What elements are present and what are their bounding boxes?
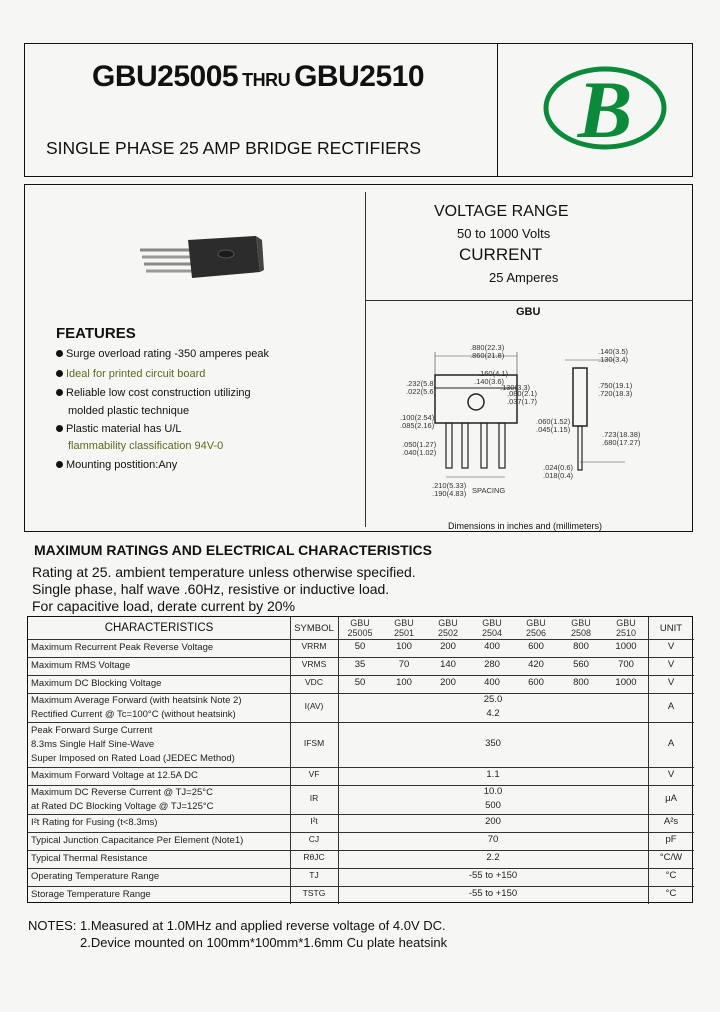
product-image xyxy=(138,232,268,280)
dim-label: .160(4.1) xyxy=(478,369,509,378)
unit-cell: pF xyxy=(665,834,677,845)
header-model: GBU 2501 xyxy=(393,618,415,638)
note-2: 2.Device mounted on 100mm*100mm*1.6mm Cu plate heatsink xyxy=(80,935,448,950)
value-cell: 50 xyxy=(354,677,366,688)
value-cell: 70 xyxy=(487,834,499,845)
symbol-cell: VDC xyxy=(305,677,323,687)
symbol-cell: TSTG xyxy=(302,888,326,898)
dim-label: .860(21.8) xyxy=(470,351,505,360)
dim-label: .080(2.1) xyxy=(507,389,538,398)
unit-cell: V xyxy=(667,641,675,652)
dim-label: .130(3.4) xyxy=(598,355,629,364)
header-characteristics: CHARACTERISTICS xyxy=(104,622,214,634)
characteristic-label: Peak Forward Surge Current xyxy=(31,724,153,736)
page-subtitle: SINGLE PHASE 25 AMP BRIDGE RECTIFIERS xyxy=(46,138,422,158)
value-cell: 2.2 xyxy=(486,852,500,863)
dim-label: .100(2.54) xyxy=(400,413,435,422)
dim-label: .022(5.6) xyxy=(406,387,437,396)
dimension-note: Dimensions in inches and (millimeters) xyxy=(448,521,603,531)
characteristic-label: Maximum Forward Voltage at 12.5A DC xyxy=(31,770,198,781)
characteristic-label: Storage Temperature Range xyxy=(31,889,151,900)
value-cell: 100 xyxy=(396,641,412,652)
feature-item xyxy=(56,387,251,399)
value-cell: -55 to +150 xyxy=(468,888,518,899)
voltage-range-value: 50 to 1000 Volts xyxy=(457,226,551,241)
dim-label: .045(1.15) xyxy=(536,425,571,434)
characteristic-label: Maximum DC Reverse Current @ TJ=25°C xyxy=(31,786,213,798)
symbol-cell: VF xyxy=(308,769,320,779)
symbol-cell: RθJC xyxy=(303,852,325,862)
feature-text: Plastic material has U/L xyxy=(66,423,182,435)
table-row-divider xyxy=(28,675,694,676)
value-cell: 1.1 xyxy=(486,769,500,780)
characteristic-label: at Rated DC Blocking Voltage @ TJ=125°C xyxy=(31,800,214,812)
note-1: NOTES: 1.Measured at 1.0MHz and applied reverse voltage of 4.0V DC. xyxy=(28,918,446,933)
value-cell: 500 xyxy=(485,799,501,811)
dim-label: .085(2.16) xyxy=(400,421,435,430)
horizontal-divider xyxy=(365,300,693,301)
bullet-icon xyxy=(56,425,63,432)
value-cell: 70 xyxy=(398,659,410,670)
header-model: GBU 25005 xyxy=(347,618,373,638)
feature-text: Surge overload rating -350 amperes peak xyxy=(66,348,270,360)
title-part2: GBU2510 xyxy=(294,60,424,93)
table-row-divider xyxy=(28,832,694,833)
header-unit: UNIT xyxy=(659,623,683,634)
value-cell: 600 xyxy=(528,641,544,652)
feature-item xyxy=(56,368,205,380)
value-cell: 600 xyxy=(528,677,544,688)
value-cell: 350 xyxy=(485,737,501,749)
value-cell: 25.0 xyxy=(483,693,503,705)
characteristic-label: Rectified Current @ Tc=100°C (without heatsink) xyxy=(31,708,236,720)
bullet-icon xyxy=(56,370,63,377)
unit-cell: A xyxy=(667,737,675,749)
value-cell: 100 xyxy=(396,677,412,688)
feature-item-cont: molded plastic technique xyxy=(68,405,190,417)
dim-label: SPACING xyxy=(472,486,506,495)
features-title: FEATURES xyxy=(56,325,136,342)
rating-note: Rating at 25. ambient temperature unless otherwise specified. xyxy=(32,564,416,580)
value-cell: 140 xyxy=(440,659,456,670)
dim-label: .060(1.52) xyxy=(536,417,571,426)
voltage-range-title: VOLTAGE RANGE xyxy=(434,203,569,220)
characteristic-label: 8.3ms Single Half Sine-Wave xyxy=(31,738,155,750)
rating-note: For capacitive load, derate current by 20% xyxy=(32,598,296,614)
page-title xyxy=(92,60,424,94)
table-row-divider xyxy=(28,886,694,887)
symbol-cell: IR xyxy=(309,792,319,803)
unit-cell: A²s xyxy=(663,816,679,827)
feature-text: Reliable low cost construction utilizing xyxy=(66,387,251,399)
symbol-cell: CJ xyxy=(308,834,320,844)
symbol-cell: IFSM xyxy=(303,737,325,748)
dim-label: .880(22.3) xyxy=(470,343,505,352)
dim-label: .040(1.02) xyxy=(402,448,437,457)
feature-item xyxy=(56,423,182,435)
dim-label: .050(1.27) xyxy=(402,440,437,449)
characteristic-label: Maximum DC Blocking Voltage xyxy=(31,678,162,689)
value-cell: 700 xyxy=(618,659,634,670)
current-title: CURRENT xyxy=(459,245,543,264)
characteristics-table xyxy=(27,616,693,903)
value-cell: 35 xyxy=(354,659,366,670)
table-row-divider xyxy=(28,657,694,658)
value-cell: 280 xyxy=(484,659,500,670)
rating-note: Single phase, half wave .60Hz, resistive or inductive load. xyxy=(32,581,390,597)
title-thru: THRU xyxy=(242,70,291,90)
value-cell: 200 xyxy=(440,677,456,688)
header-model: GBU 2508 xyxy=(570,618,592,638)
brand-logo xyxy=(540,58,670,158)
characteristic-label: Typical Thermal Resistance xyxy=(31,853,148,864)
value-cell: 800 xyxy=(573,677,589,688)
header-model: GBU 2506 xyxy=(525,618,547,638)
feature-item-cont: flammability classification 94V-0 xyxy=(68,440,224,452)
value-cell: 200 xyxy=(440,641,456,652)
value-cell: 560 xyxy=(573,659,589,670)
dim-label: .750(19.1) xyxy=(598,381,633,390)
symbol-cell: TJ xyxy=(309,870,319,880)
dim-label: .130(3.3) xyxy=(500,383,531,392)
value-cell: 400 xyxy=(484,641,500,652)
dim-label: .723(18.38) xyxy=(602,430,641,439)
dim-label: .190(4.83) xyxy=(432,489,467,498)
header-symbol: SYMBOL xyxy=(294,623,334,634)
symbol-cell: VRMS xyxy=(301,659,327,669)
value-cell: 4.2 xyxy=(486,707,500,719)
header-model: GBU 2510 xyxy=(615,618,637,638)
unit-cell: A xyxy=(667,700,675,712)
dim-label: .140(3.5) xyxy=(598,347,629,356)
table-row-divider xyxy=(28,722,694,723)
value-cell: 10.0 xyxy=(483,785,503,797)
characteristic-label: Maximum Average Forward (with heatsink Note 2) xyxy=(31,694,242,706)
value-cell: 800 xyxy=(573,641,589,652)
bullet-icon xyxy=(56,350,63,357)
table-row-divider xyxy=(28,639,694,640)
symbol-cell: I²t xyxy=(310,816,318,826)
table-row-divider xyxy=(28,767,694,768)
table-row-divider xyxy=(28,814,694,815)
dim-label: .140(3.6) xyxy=(474,377,505,386)
dim-label: .680(17.27) xyxy=(602,438,641,447)
dim-label: .024(0.6) xyxy=(543,463,574,472)
dim-label: .232(5.8) xyxy=(406,379,437,388)
bullet-icon xyxy=(56,461,63,468)
vertical-divider xyxy=(365,192,366,527)
value-cell: 400 xyxy=(484,677,500,688)
unit-cell: μA xyxy=(665,792,677,804)
dim-label: .018(0.4) xyxy=(543,471,574,480)
feature-text: Ideal for printed circuit board xyxy=(66,368,206,380)
logo-letter: B xyxy=(577,64,633,155)
header-model: GBU 2504 xyxy=(481,618,503,638)
section-title: MAXIMUM RATINGS AND ELECTRICAL CHARACTERISTICS xyxy=(34,542,432,558)
characteristic-label: Typical Junction Capacitance Per Element (Note1) xyxy=(31,835,244,846)
value-cell: -55 to +150 xyxy=(468,870,518,881)
dim-label: .210(5.33) xyxy=(432,481,467,490)
feature-text: Mounting postition:Any xyxy=(66,459,178,471)
table-row-divider xyxy=(28,868,694,869)
characteristic-label: Super Imposed on Rated Load (JEDEC Method) xyxy=(31,752,235,764)
unit-cell: °C/W xyxy=(659,852,683,863)
value-cell: 420 xyxy=(528,659,544,670)
unit-cell: °C xyxy=(665,870,677,881)
package-drawing xyxy=(380,330,680,516)
title-part1: GBU25005 xyxy=(92,60,239,93)
dim-label: .720(18.3) xyxy=(598,389,633,398)
unit-cell: V xyxy=(667,677,675,688)
header-model: GBU 2502 xyxy=(437,618,459,638)
value-cell: 200 xyxy=(485,816,501,827)
unit-cell: V xyxy=(667,769,675,780)
package-label: GBU xyxy=(516,306,541,318)
unit-cell: V xyxy=(667,659,675,670)
characteristic-label: Operating Temperature Range xyxy=(31,871,160,882)
current-value: 25 Amperes xyxy=(489,270,559,285)
unit-cell: °C xyxy=(665,888,677,899)
characteristic-label: I²t Rating for Fusing (t<8.3ms) xyxy=(31,817,158,828)
symbol-cell: I(AV) xyxy=(304,700,324,711)
value-cell: 50 xyxy=(354,641,366,652)
value-cell: 1000 xyxy=(615,641,637,652)
characteristic-label: Maximum RMS Voltage xyxy=(31,660,131,671)
dim-label: .037(1.7) xyxy=(507,397,538,406)
feature-item xyxy=(56,459,177,471)
characteristic-label: Maximum Recurrent Peak Reverse Voltage xyxy=(31,642,214,653)
symbol-cell: VRRM xyxy=(301,641,327,651)
table-row-divider xyxy=(28,850,694,851)
bullet-icon xyxy=(56,389,63,396)
feature-item xyxy=(56,348,269,360)
value-cell: 1000 xyxy=(615,677,637,688)
